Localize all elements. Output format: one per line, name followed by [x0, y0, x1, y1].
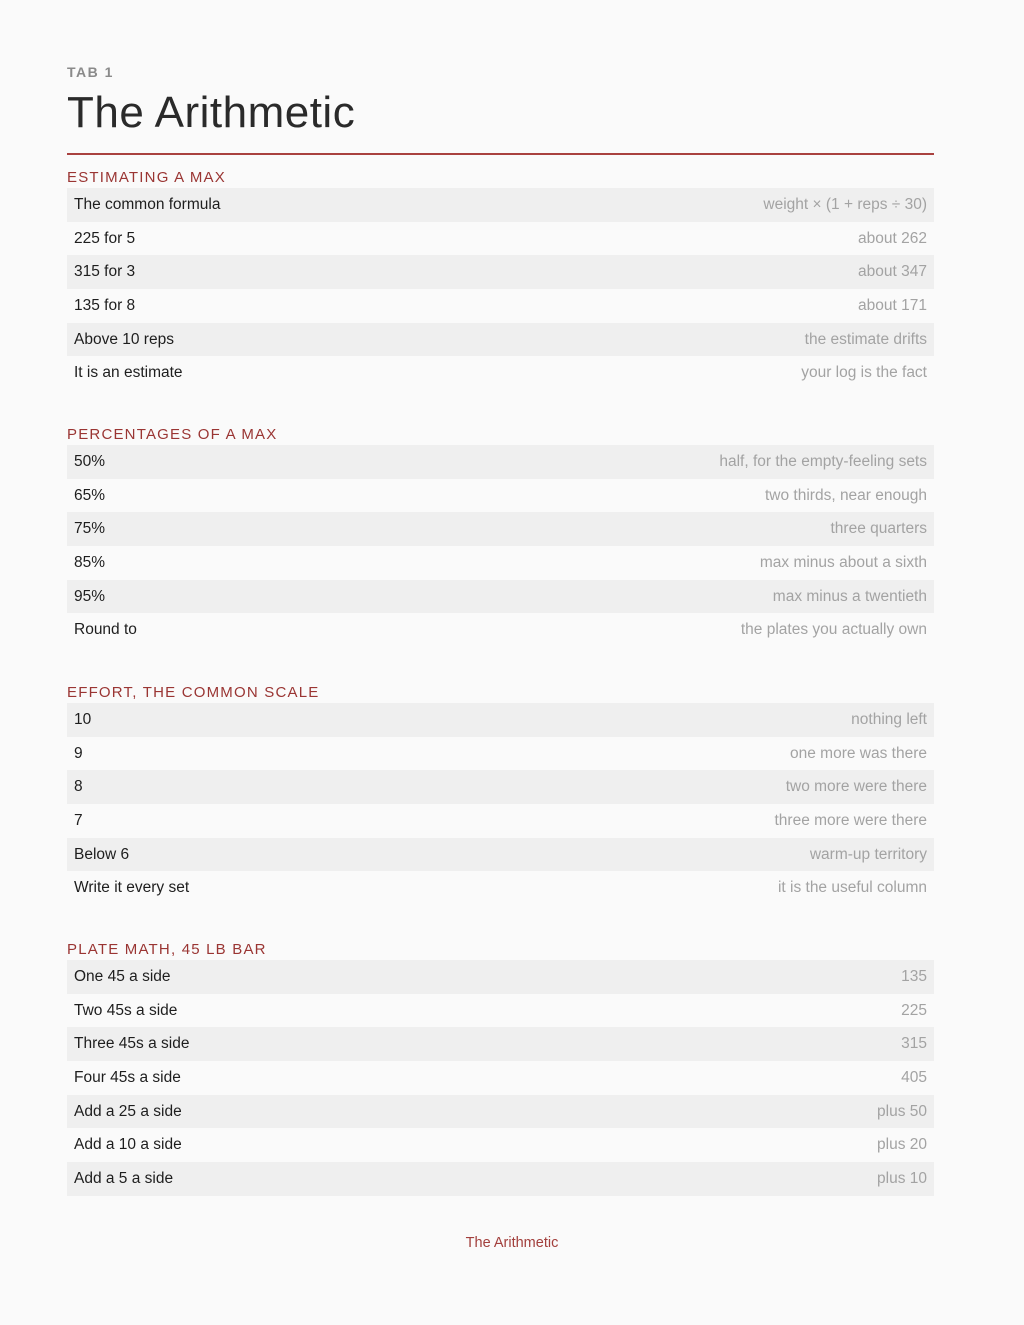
- title-divider: [67, 153, 934, 155]
- row-value: warm-up territory: [809, 845, 927, 863]
- table-row: [67, 356, 934, 390]
- row-label: 9: [74, 744, 83, 762]
- row-value: 315: [901, 1035, 927, 1053]
- row-value: about 347: [858, 263, 927, 281]
- row-label: 65%: [74, 486, 106, 504]
- table-row: [67, 703, 934, 737]
- table-row: [67, 580, 934, 614]
- row-value: weight × (1 + reps ÷ 30): [763, 195, 927, 213]
- row-value: one more was there: [790, 744, 927, 762]
- table-rows: [67, 445, 934, 647]
- row-value: two thirds, near enough: [765, 486, 927, 504]
- tab-label: TAB 1: [67, 64, 114, 80]
- table-row: [67, 1027, 934, 1061]
- row-value: the plates you actually own: [740, 621, 927, 639]
- row-label: One 45 a side: [74, 967, 171, 985]
- table-rows: [67, 960, 934, 1196]
- table-row: [67, 1095, 934, 1129]
- table-row: [67, 289, 934, 323]
- table-row: [67, 546, 934, 580]
- section-plate-math: [67, 940, 934, 1196]
- table-row: [67, 188, 934, 222]
- row-label: Above 10 reps: [74, 330, 174, 348]
- row-label: Two 45s a side: [74, 1001, 178, 1019]
- row-label: 50%: [74, 452, 106, 470]
- section-effort-common-scale: [67, 683, 934, 905]
- row-value: 135: [901, 967, 927, 985]
- table-row: [67, 804, 934, 838]
- row-value: max minus about a sixth: [759, 553, 927, 571]
- row-value: plus 10: [877, 1169, 927, 1187]
- table-row: [67, 255, 934, 289]
- table-row: [67, 838, 934, 872]
- table-row: [67, 960, 934, 994]
- table-row: [67, 871, 934, 905]
- section-heading: EFFORT, THE COMMON SCALE: [67, 684, 320, 701]
- row-value: about 171: [858, 296, 927, 314]
- table-row: [67, 1128, 934, 1162]
- table-row: [67, 445, 934, 479]
- row-label: 8: [74, 778, 83, 796]
- table-row: [67, 770, 934, 804]
- row-label: It is an estimate: [74, 364, 183, 382]
- table-row: [67, 222, 934, 256]
- row-value: it is the useful column: [777, 879, 927, 897]
- row-label: Three 45s a side: [74, 1035, 190, 1053]
- row-value: three more were there: [774, 811, 927, 829]
- row-value: two more were there: [785, 778, 927, 796]
- table-rows: [67, 188, 934, 390]
- row-label: Round to: [74, 621, 137, 639]
- row-value: about 262: [858, 229, 927, 247]
- row-label: 225 for 5: [74, 229, 136, 247]
- row-value: plus 20: [877, 1136, 927, 1154]
- page-title: The Arithmetic: [67, 88, 356, 137]
- row-label: 75%: [74, 520, 106, 538]
- page-footer: The Arithmetic: [465, 1235, 559, 1251]
- row-label: Below 6: [74, 845, 130, 863]
- table-row: [67, 479, 934, 513]
- row-value: plus 50: [877, 1102, 927, 1120]
- row-label: 10: [74, 710, 92, 728]
- section-heading: ESTIMATING A MAX: [67, 169, 226, 186]
- row-value: half, for the empty-feeling sets: [719, 452, 927, 470]
- table-row: [67, 1162, 934, 1196]
- table-row: [67, 737, 934, 771]
- row-label: 315 for 3: [74, 263, 136, 281]
- table-row: [67, 994, 934, 1028]
- row-label: 135 for 8: [74, 296, 136, 314]
- row-label: Add a 5 a side: [74, 1169, 174, 1187]
- row-label: The common formula: [74, 195, 221, 213]
- row-value: the estimate drifts: [804, 330, 927, 348]
- section-estimating-a-max: [67, 168, 934, 390]
- table-rows: [67, 703, 934, 905]
- row-label: Add a 25 a side: [74, 1102, 182, 1120]
- row-value: 405: [901, 1068, 927, 1086]
- table-row: [67, 1061, 934, 1095]
- row-label: 95%: [74, 587, 106, 605]
- row-label: Write it every set: [74, 879, 190, 897]
- row-value: max minus a twentieth: [772, 587, 927, 605]
- row-value: three quarters: [830, 520, 927, 538]
- section-heading: PERCENTAGES OF A MAX: [67, 426, 278, 443]
- row-label: Add a 10 a side: [74, 1136, 182, 1154]
- row-label: Four 45s a side: [74, 1068, 181, 1086]
- section-percentages-of-a-max: [67, 425, 934, 647]
- row-label: 7: [74, 811, 83, 829]
- table-row: [67, 323, 934, 357]
- row-value: your log is the fact: [801, 364, 927, 382]
- row-value: 225: [901, 1001, 927, 1019]
- row-value: nothing left: [851, 710, 927, 728]
- table-row: [67, 613, 934, 647]
- row-label: 85%: [74, 553, 106, 571]
- section-heading: PLATE MATH, 45 LB BAR: [67, 941, 267, 958]
- table-row: [67, 512, 934, 546]
